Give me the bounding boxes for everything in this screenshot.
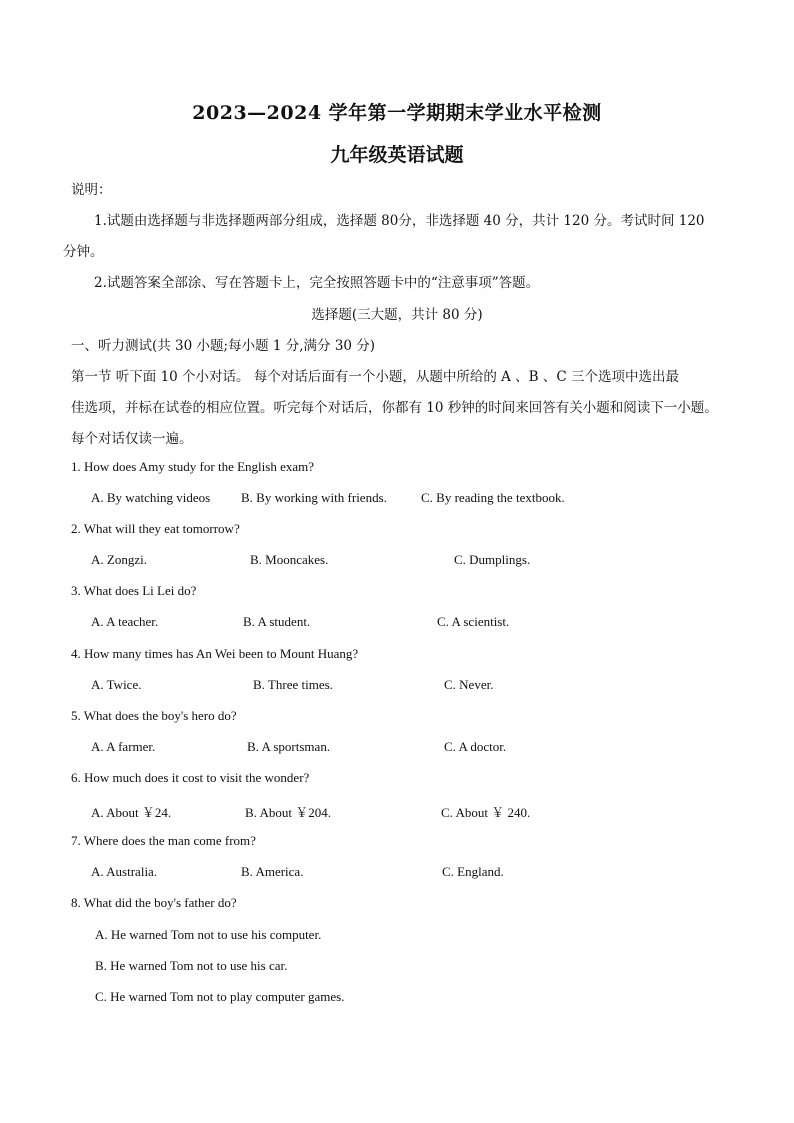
- question-5: 5. What does the boy's hero do?: [71, 708, 237, 723]
- question-6-option-c: C. About ￥ 240.: [441, 805, 531, 820]
- part1-heading: 一、听力测试(共 30 小题;每小题 1 分,满分 30 分): [71, 338, 376, 354]
- exam-subtitle: 九年级英语试题: [330, 144, 464, 166]
- question-4-option-a: A. Twice.: [91, 677, 142, 692]
- part1-intro-line-2: 佳选项，并标在试卷的相应位置。听完每个对话后，你都有 10 秒钟的时间来回答有关小题和阅读下一小题。: [71, 400, 718, 416]
- question-8-option-b: B. He warned Tom not to use his car.: [95, 958, 288, 973]
- question-8: 8. What did the boy's father do?: [71, 895, 237, 910]
- question-3: 3. What does Li Lei do?: [71, 583, 197, 598]
- question-5-option-c: C. A doctor.: [444, 739, 507, 754]
- question-3-option-a: A. A teacher.: [91, 614, 159, 629]
- question-3-option-c: C. A scientist.: [437, 614, 510, 629]
- question-4-option-b: B. Three times.: [253, 677, 333, 692]
- question-2-option-b: B. Mooncakes.: [250, 552, 329, 567]
- question-7-option-b: B. America.: [241, 864, 304, 879]
- question-4: 4. How many times has An Wei been to Mount Huang?: [71, 646, 359, 661]
- part1-intro-line-3: 每个对话仅读一遍。: [71, 431, 193, 447]
- question-8-option-c: C. He warned Tom not to play computer games.: [95, 989, 345, 1004]
- instruction-1-line-1: 1.试题由选择题与非选择题两部分组成，选择题 80分，非选择题 40 分，共计 120 分。考试时间 120: [94, 213, 705, 229]
- question-5-option-b: B. A sportsman.: [247, 739, 331, 754]
- exam-title: 2023—2024 学年第一学期期末学业水平检测: [192, 102, 602, 124]
- section-heading: 选择题(三大题，共计 80 分): [311, 307, 483, 323]
- instructions-label: 说明：: [71, 182, 112, 198]
- question-7-option-c: C. England.: [442, 864, 504, 879]
- question-6-option-a: A. About ￥24.: [91, 805, 172, 820]
- question-7-option-a: A. Australia.: [91, 864, 158, 879]
- question-5-option-a: A. A farmer.: [91, 739, 156, 754]
- question-2-option-a: A. Zongzi.: [91, 552, 147, 567]
- question-1-option-a: A. By watching videos: [91, 490, 211, 505]
- question-3-option-b: B. A student.: [243, 614, 311, 629]
- question-2-option-c: C. Dumplings.: [454, 552, 531, 567]
- question-4-option-c: C. Never.: [444, 677, 494, 692]
- question-8-option-a: A. He warned Tom not to use his computer.: [95, 927, 322, 942]
- question-6-option-b: B. About ￥204.: [245, 805, 331, 820]
- question-1-option-c: C. By reading the textbook.: [421, 490, 565, 505]
- instruction-2: 2.试题答案全部涂、写在答题卡上，完全按照答题卡中的“注意事项”答题。: [94, 275, 540, 291]
- question-7: 7. Where does the man come from?: [71, 833, 256, 848]
- instruction-1-line-2: 分钟。: [63, 244, 104, 260]
- question-2: 2. What will they eat tomorrow?: [71, 521, 240, 536]
- question-1-option-b: B. By working with friends.: [241, 490, 387, 505]
- part1-intro-line-1: 第一节 听下面 10 个小对话。 每个对话后面有一个小题，从题中所给的 A 、B 、C 三个选项中选出最: [71, 369, 680, 385]
- question-6: 6. How much does it cost to visit the wonder?: [71, 770, 310, 785]
- question-1: 1. How does Amy study for the English exam?: [71, 459, 314, 474]
